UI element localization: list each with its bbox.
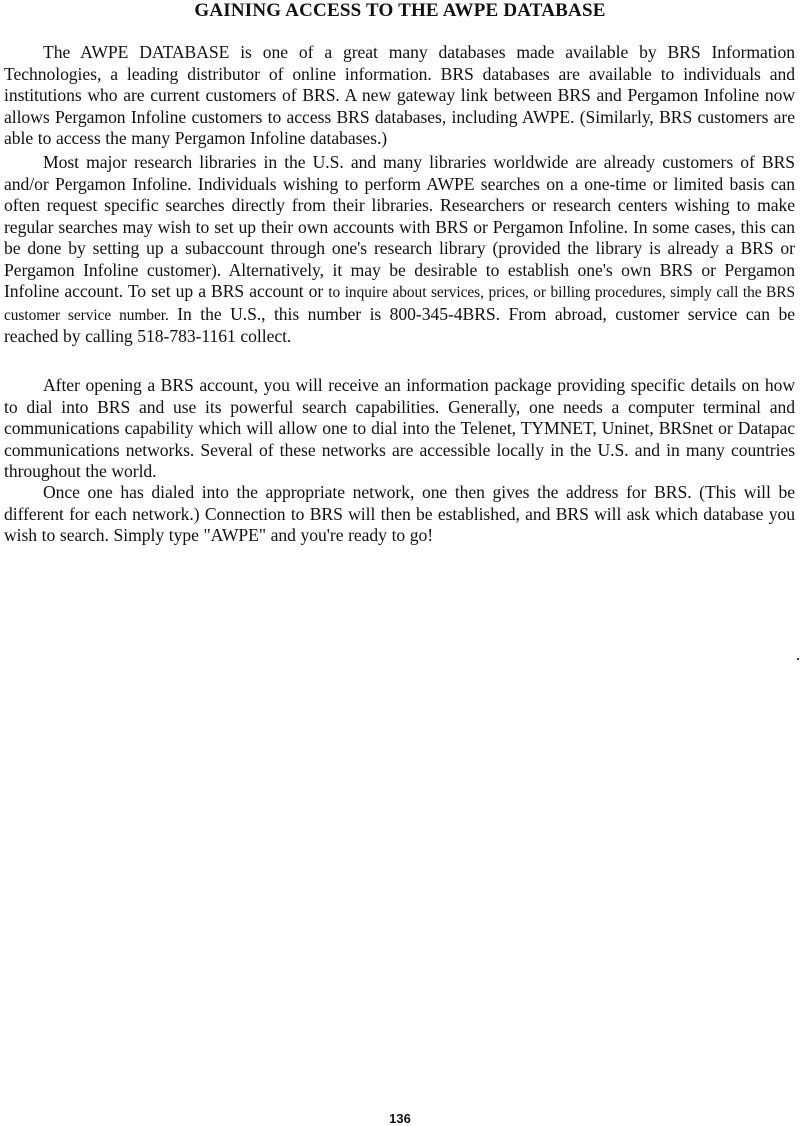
paragraph-access-options-text: Most major research libraries in the U.S. and many libraries worldwide are already customers of BRS and/or Pergamon Infoline. Individuals wishing to perform AWPE searches on a one-time or limited basis can often request specific searches directly from their libraries. Researchers or research centers wishing to make regular searches may wish to set up their own accounts with BRS or Pergamon Infoline. In some cases, this can be done by setting up a subaccount through one's research library (provided the library is already a BRS or Pergamon Infoline customer). Alternatively, it may be desirable to establish one's own BRS or Pergamon Infoline account. To set up a BRS account or	[4, 152, 795, 301]
paragraph-access-options	[4, 152, 795, 348]
customer-service-instruction: to inquire about services, prices, or billing procedures, simply call the BRS customer service number.	[4, 284, 795, 324]
paragraph-intro: The AWPE DATABASE is one of a great many databases made available by BRS Information Technologies, a leading distributor of online information. BRS databases are available to individuals and institutions who are current customers of BRS. A new gateway link between BRS and Pergamon Infoline now allows Pergamon Infoline customers to access BRS databases, including AWPE. (Similarly, BRS customers are able to access the many Pergamon Infoline databases.)	[4, 42, 795, 148]
paragraph-dial-in-requirements: After opening a BRS account, you will receive an information package providing specific details on how to dial into BRS and use its powerful search capabilities. Generally, one needs a computer terminal and communications capability which will allow one to dial into the Telenet, TYMNET, Uninet, BRSnet or Datapac communications networks. Several of these networks are accessible locally in the U.S. and in many countries throughout the world.	[4, 375, 795, 481]
customer-service-numbers: In the U.S., this number is 800-345-4BRS. From abroad, customer service can be reached by calling 518-783-1161 collect.	[4, 303, 795, 346]
page-number: 136	[389, 1111, 411, 1126]
page-title: GAINING ACCESS TO THE AWPE DATABASE	[194, 0, 606, 21]
paragraph-connection-steps: Once one has dialed into the appropriate network, one then gives the address for BRS. (This will be different for each network.) Connection to BRS will then be established, and BRS will ask which database you wish to search. Simply type "AWPE" and you're ready to go!	[4, 482, 795, 545]
scan-speck	[797, 658, 799, 660]
